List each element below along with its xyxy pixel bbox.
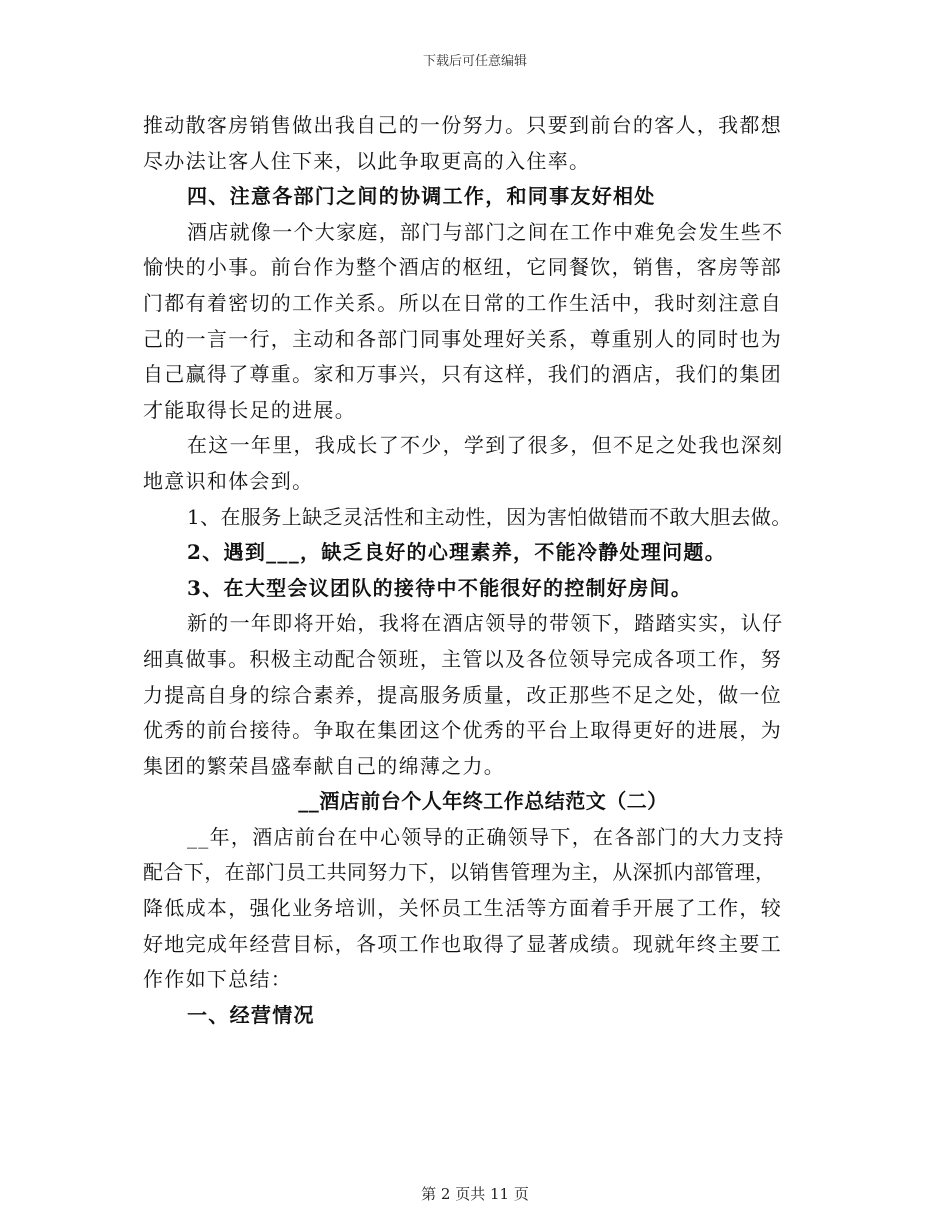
paragraph-line: 在这一年里，我成长了不少，学到了很多，但不足之处我也深刻 [187, 433, 784, 458]
paragraph-line: 优秀的前台接待。争取在集团这个优秀的平台上取得更好的进展，为 [143, 718, 782, 743]
paragraph-line: 己的一言一行，主动和各部门同事处理好关系，尊重别人的同时也为 [143, 326, 782, 351]
paragraph-line: 愉快的小事。前台作为整个酒店的枢纽，它同餐饮，销售，客房等部 [143, 255, 782, 280]
paragraph-line: 酒店就像一个大家庭，部门与部门之间在工作中难免会发生些不 [187, 219, 784, 244]
paragraph-line: 新的一年即将开始，我将在酒店领导的带领下，踏踏实实，认仔 [187, 611, 784, 636]
paragraph-line: 尽办法让客人住下来，以此争取更高的入住率。 [143, 148, 591, 173]
list-item: 3、在大型会议团队的接待中不能很好的控制好房间。 [187, 575, 693, 600]
paragraph-line: 地意识和体会到。 [143, 468, 314, 493]
paragraph-line: 配合下，在部门员工共同努力下，以销售管理为主，从深抓内部管理， [143, 860, 776, 885]
list-item: 2、遇到___，缺乏良好的心理素养，不能冷静处理问题。 [187, 540, 727, 565]
paragraph-line: 推动散客房销售做出我自己的一份努力。只要到前台的客人，我都想 [143, 113, 782, 137]
paragraph-line: __年，酒店前台在中心领导的正确领导下，在各部门的大力支持 [187, 824, 785, 849]
document-body [143, 108, 823, 1033]
section-heading: 一、经营情况 [187, 1002, 315, 1027]
paragraph-line: 力提高自身的综合素养，提高服务质量，改正那些不足之处，做一位 [143, 682, 782, 707]
paragraph-line: 细真做事。积极主动配合领班，主管以及各位领导完成各项工作，努 [143, 646, 782, 671]
paragraph-line: 降低成本，强化业务培训，关怀员工生活等方面着手开展了工作，较 [143, 896, 782, 921]
paragraph-line: 才能取得长足的进展。 [143, 397, 356, 422]
paragraph-line: 好地完成年经营目标，各项工作也取得了显著成绩。现就年终主要工 [143, 931, 782, 956]
list-item: 1、在服务上缺乏灵活性和主动性，因为害怕做错而不敢大胆去做。 [187, 504, 792, 529]
page-number: 第 2 页共 11 页 [421, 1185, 529, 1203]
paragraph-line: 作作如下总结： [143, 967, 293, 992]
section-heading: 四、注意各部门之间的协调工作，和同事友好相处 [187, 184, 656, 209]
paragraph-line: 自己赢得了尊重。家和万事兴，只有这样，我们的酒店，我们的集团 [143, 362, 782, 387]
paragraph-line: 集团的繁荣昌盛奉献自己的绵薄之力。 [143, 753, 506, 778]
page-header: 下载后可任意编辑 [422, 54, 527, 69]
document-title: __酒店前台个人年终工作总结范文（二） [298, 789, 668, 814]
paragraph-line: 门都有着密切的工作关系。所以在日常的工作生活中，我时刻注意自 [143, 290, 782, 315]
